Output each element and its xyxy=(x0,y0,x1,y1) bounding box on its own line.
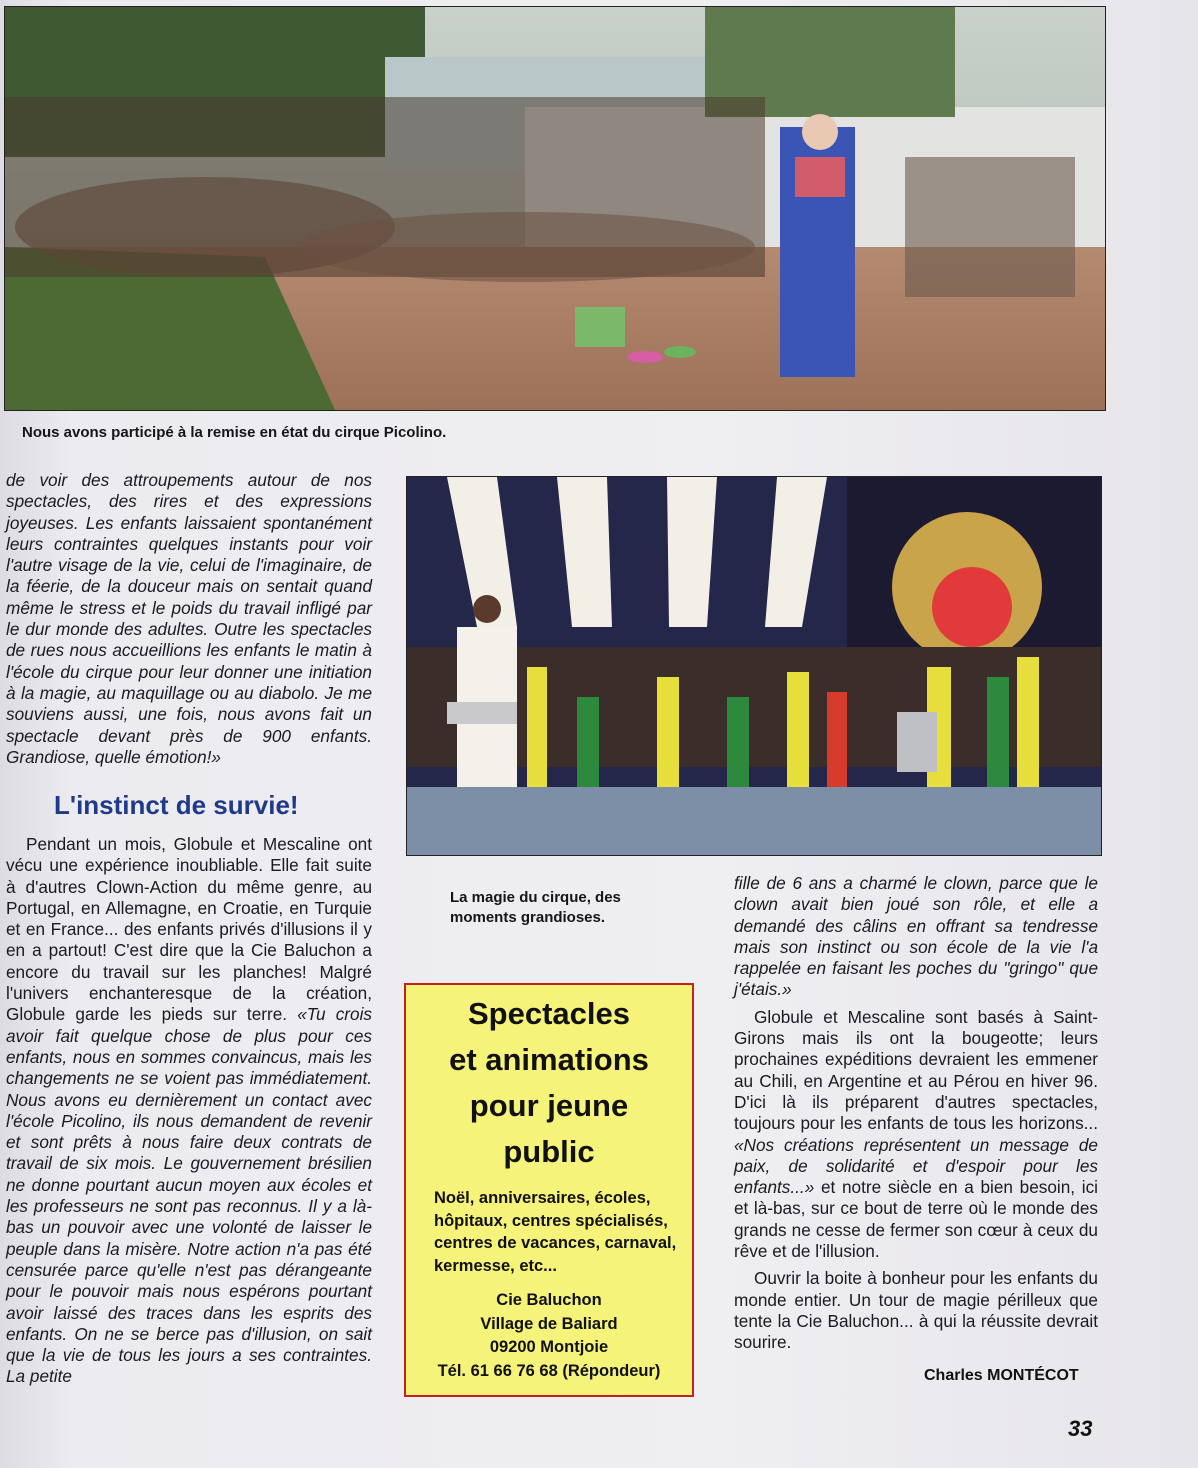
right-paragraph-2: Globule et Mescaline sont basés à Saint-Girons mais ils ont la bougeotte; leurs prochaines expéditions devraient les emmener au Chili, en Argentine et au Pérou en hiver 96. D'ici là ils préparent d'autres spectacles, toujours pour les enfants de tous les horizons... «Nos créations représentent un message de paix, de solidarité et d'espoir pour les enfants...» et notre siècle en a bien besoin, ici et là-bas, sur ce bout de terre où le monde des grands ne cesse de fermer son cœur à ceux du rêve et de l'illusion. xyxy=(734,1006,1098,1262)
advert-service-line: hôpitaux, centres spécialisés, xyxy=(434,1211,668,1230)
author-signature: Charles MONTÉCOT xyxy=(924,1367,1079,1384)
top-photo-caption: Nous avons participé à la remise en état du cirque Picolino. xyxy=(22,424,447,441)
advert-service-line: Noël, anniversaires, écoles, xyxy=(434,1189,651,1207)
right-paragraph-1: fille de 6 ans a charmé le clown, parce que le clown avait bien joué son rôle, et elle a demandé des câlins en offrant sa tendresse mais son instinct ou son école de la vie l'a rappelée en faisant les poches du "gringo" que j'étais.» xyxy=(734,873,1098,1000)
page-number: 33 xyxy=(1068,1416,1093,1441)
left-column-top xyxy=(6,470,372,774)
advert-address-line: 09200 Montjoie xyxy=(489,1338,609,1356)
advert-title-line: public xyxy=(503,1134,595,1169)
left-paragraph-2: Pendant un mois, Globule et Mescaline ont vécu une expérience inoubliable. Elle fait suite à d'autres Clown-Action du même genre, au Portugal, en Allemagne, en Croatie, en Turquie et en France... des enfants privés d'illusions il y en a partout! C'est dire que la Cie Baluchon a encore du travail sur les planches! Malgré l'univers enchanteresque de la création, Globule garde les pieds sur terre. «Tu crois avoir fait quelque chose de plus pour ces enfants, nous en sommes convaincus, mais les changements ne se voient pas immédiatement. Nous avons eu dernièrement un contact avec l'école Picolino, ils nous demandent de revenir et sont prêts à nous faire deux contrats de travail de six mois. Le gouvernement brésilien ne donne pourtant aucun moyen aux écoles et les professeurs ne sont pas reconnus. Il y a là-bas un pouvoir avec une volonté de laisser le peuple dans la misère. Notre action n'a pas été censurée parce qu'elle n'est pas dérangeante pour le pouvoir mais nous espérons pourtant avoir laissé des traces dans les esprits des enfants. On ne se berce pas d'illusion, on sait que la vie de tous les jours a ses contraintes. La petite xyxy=(6,834,373,1387)
advert-title-line: pour jeune xyxy=(469,1088,629,1123)
advert-title-line: Spectacles xyxy=(468,996,630,1031)
advert-title-line: et animations xyxy=(449,1042,649,1077)
middle-photo-caption: La magie du cirque, des moments grandioses. xyxy=(450,889,621,926)
advert-address-line: Village de Baliard xyxy=(480,1314,618,1333)
right-column xyxy=(734,873,1098,1360)
advert-phone: Tél. 61 66 76 68 (Répondeur) xyxy=(437,1361,661,1380)
advert-address-line: Cie Baluchon xyxy=(496,1291,602,1309)
middle-photo-circus xyxy=(406,476,1102,856)
advert-services xyxy=(406,1187,692,1277)
advert-address xyxy=(406,1289,692,1383)
advert-service-line: centres de vacances, carnaval, xyxy=(434,1234,677,1252)
advert-title xyxy=(406,991,692,1175)
left-column-bottom xyxy=(6,834,372,1394)
top-photo-street-show xyxy=(4,6,1106,411)
right-paragraph-3: Ouvrir la boite à bonheur pour les enfants du monde entier. Un tour de magie périlleux que tente la Cie Baluchon... à qui la réussite devrait sourire. xyxy=(734,1268,1098,1353)
section-heading: L'instinct de survie! xyxy=(54,790,299,820)
left-paragraph-1: de voir des attroupements autour de nos spectacles, des rires et des expressions joyeuses. Les enfants laissaient spontanément leurs contraintes quelques instants pour voir l'autre visage de la vie, celui de l'imaginaire, de la féerie, de la douceur mais on sentait quand même le stress et le poids du travail infligé par le dur monde des adultes. Outre les spectacles de rues nous accueillions les enfants le matin à l'école du cirque pour leur donner une initiation à la magie, au maquillage ou au diabolo. Je me souviens aussi, une fois, nous avons fait un spectacle devant près de 900 enfants. Grandiose, quelle émotion!» xyxy=(6,470,372,767)
advert-service-line: kermesse, etc... xyxy=(434,1256,557,1275)
advert-box xyxy=(404,983,694,1397)
